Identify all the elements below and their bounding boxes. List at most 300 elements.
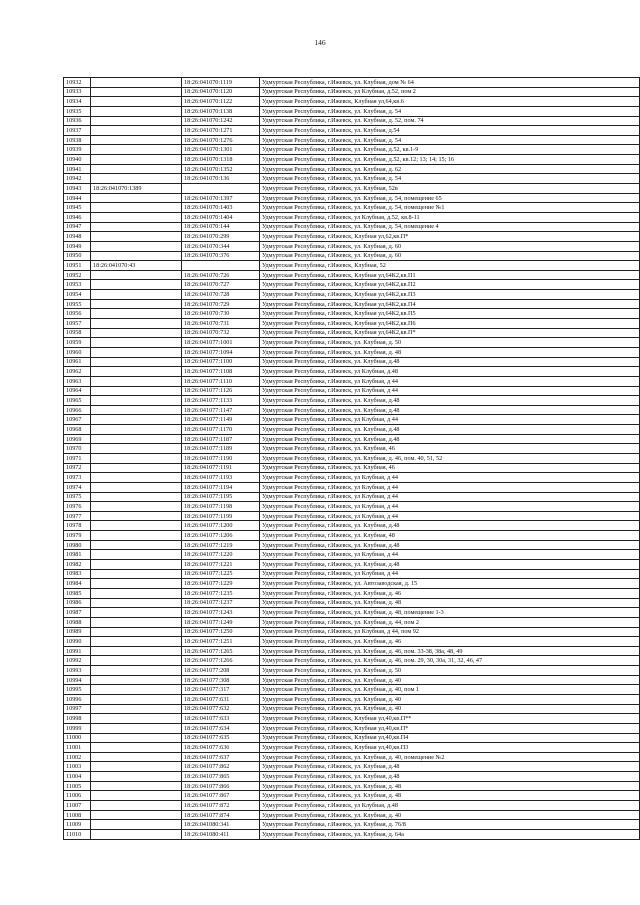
address-cell: Удмуртская Республика, г.Ижевск, Клубная ул,64,кв.6 [260, 97, 640, 107]
table-row [64, 386, 640, 396]
table-row [64, 743, 640, 753]
address-cell: Удмуртская Республика, г.Ижевск, ул Клубная, д 44 [260, 482, 640, 492]
table-row [64, 540, 640, 550]
cadastral-number-cell: 18:26:041070:1397 [182, 193, 260, 203]
address-cell: Удмуртская Республика, г.Ижевск, ул. Клубная, д. 54, помещение 65 [260, 193, 640, 203]
table-row [64, 473, 640, 483]
land-parcel-number-cell: 18:26:041070:1389 [91, 184, 182, 194]
land-parcel-number-cell [91, 598, 182, 608]
address-cell: Удмуртская Республика, г.Ижевск, Клубная ул,64К2,кв.П* [260, 328, 640, 338]
table-row [64, 290, 640, 300]
table-row [64, 415, 640, 425]
row-number-cell: 10940 [64, 155, 91, 165]
land-parcel-number-cell [91, 781, 182, 791]
table-row [64, 810, 640, 820]
address-cell: Удмуртская Республика, г.Ижевск, ул. Клубная, д. 40, помещение №2 [260, 752, 640, 762]
table-row [64, 492, 640, 502]
land-parcel-number-cell [91, 415, 182, 425]
address-cell: Удмуртская Республика, г.Ижевск, Клубная ул,64К2,кв.П6 [260, 319, 640, 329]
land-parcel-number-cell [91, 531, 182, 541]
cadastral-number-cell: 18:26:041077:1001 [182, 338, 260, 348]
address-cell: Удмуртская Республика, г.Ижевск, ул. Клубная, д.48 [260, 772, 640, 782]
table-row [64, 280, 640, 290]
cadastral-number-cell: 18:26:041070:1404 [182, 212, 260, 222]
address-cell: Удмуртская Республика, г.Ижевск, ул. Клубная, д.48 [260, 521, 640, 531]
row-number-cell: 10955 [64, 299, 91, 309]
table-row [64, 444, 640, 454]
cadastral-number-cell: 18:26:041077:1195 [182, 492, 260, 502]
row-number-cell: 10973 [64, 473, 91, 483]
address-cell: Удмуртская Республика, г.Ижевск, ул. Клубная, д. 62 [260, 164, 640, 174]
row-number-cell: 10984 [64, 579, 91, 589]
table-row [64, 453, 640, 463]
table-row [64, 463, 640, 473]
row-number-cell: 10998 [64, 714, 91, 724]
land-parcel-number-cell [91, 627, 182, 637]
land-parcel-number-cell [91, 685, 182, 695]
row-number-cell: 10971 [64, 453, 91, 463]
address-cell: Удмуртская Республика, г.Ижевск, ул. Клубная, 48 [260, 531, 640, 541]
row-number-cell: 10954 [64, 290, 91, 300]
row-number-cell: 10989 [64, 627, 91, 637]
address-cell: Удмуртская Республика, г.Ижевск, ул. Клубная, дом № 64 [260, 78, 640, 88]
cadastral-number-cell: 18:26:041077:634 [182, 723, 260, 733]
cadastral-number-cell: 18:26:041077:1190 [182, 453, 260, 463]
land-parcel-number-cell [91, 482, 182, 492]
cadastral-number-cell: 18:26:041080:411 [182, 829, 260, 839]
cadastral-number-cell: 18:26:041077:1200 [182, 521, 260, 531]
table-row [64, 203, 640, 213]
cadastral-number-cell: 18:26:041077:1229 [182, 579, 260, 589]
table-row [64, 675, 640, 685]
table-row [64, 328, 640, 338]
address-cell: Удмуртская Республика, г.Ижевск, ул. Клубная, д. 40 [260, 704, 640, 714]
cadastral-number-cell: 18:26:041070:1301 [182, 145, 260, 155]
cadastral-number-cell: 18:26:041077:1149 [182, 415, 260, 425]
land-parcel-number-cell [91, 666, 182, 676]
address-cell: Удмуртская Республика, г.Ижевск, ул. Клубная, д. 50 [260, 338, 640, 348]
land-parcel-number-cell [91, 704, 182, 714]
row-number-cell: 10962 [64, 367, 91, 377]
address-cell: Удмуртская Республика, г.Ижевск, ул. Клубная, д.48 [260, 434, 640, 444]
land-parcel-number-cell [91, 463, 182, 473]
cadastral-number-cell: 18:26:041077:866 [182, 781, 260, 791]
land-parcel-number-cell [91, 405, 182, 415]
address-cell: Удмуртская Республика, г.Ижевск, ул. Клубная, д.52, кв.12; 13; 14; 15; 16 [260, 155, 640, 165]
address-cell: Удмуртская Республика, г.Ижевск, Клубная ул,40,кв.П3 [260, 743, 640, 753]
land-parcel-number-cell [91, 270, 182, 280]
cadastral-number-cell: 18:26:041077:1266 [182, 656, 260, 666]
table-row [64, 695, 640, 705]
land-parcel-number-cell [91, 434, 182, 444]
row-number-cell: 10969 [64, 434, 91, 444]
row-number-cell: 10942 [64, 174, 91, 184]
land-parcel-number-cell [91, 193, 182, 203]
address-cell: Удмуртская Республика, г.Ижевск, ул. Клубная, д. 48 [260, 347, 640, 357]
cadastral-number-cell: 18:26:041077:1133 [182, 396, 260, 406]
cadastral-number-cell: 18:26:041077:308 [182, 675, 260, 685]
land-parcel-number-cell [91, 126, 182, 136]
land-parcel-number-cell [91, 425, 182, 435]
row-number-cell: 10945 [64, 203, 91, 213]
table-row [64, 184, 640, 194]
row-number-cell: 11007 [64, 801, 91, 811]
table-row [64, 579, 640, 589]
cadastral-number-cell: 18:26:041077:1170 [182, 425, 260, 435]
cadastral-number-cell: 18:26:041077:1225 [182, 569, 260, 579]
row-number-cell: 10947 [64, 222, 91, 232]
land-parcel-number-cell [91, 617, 182, 627]
land-parcel-number-cell [91, 791, 182, 801]
cadastral-number-cell: 18:26:041070:136 [182, 174, 260, 184]
land-parcel-number-cell [91, 347, 182, 357]
cadastral-number-cell: 18:26:041077:317 [182, 685, 260, 695]
cadastral-number-cell: 18:26:041070:344 [182, 241, 260, 251]
land-parcel-number-cell [91, 232, 182, 242]
table-row [64, 78, 640, 88]
table-row [64, 347, 640, 357]
land-parcel-number-cell [91, 743, 182, 753]
land-parcel-number-cell [91, 212, 182, 222]
land-parcel-number-cell [91, 309, 182, 319]
cadastral-number-cell: 18:26:041070:1352 [182, 164, 260, 174]
table-row [64, 502, 640, 512]
row-number-cell: 10932 [64, 78, 91, 88]
address-cell: Удмуртская Республика, г.Ижевск, ул. Клубная, д. 52, пом. 74 [260, 116, 640, 126]
land-parcel-number-cell [91, 656, 182, 666]
address-cell: Удмуртская Республика, г.Ижевск, ул. Клубная, д. 46, пом. 33-38, 38а, 48, 49 [260, 646, 640, 656]
table-row [64, 723, 640, 733]
land-parcel-number-cell [91, 733, 182, 743]
address-cell: Удмуртская Республика, г.Ижевск, Клубная, 52 [260, 261, 640, 271]
row-number-cell: 10950 [64, 251, 91, 261]
cadastral-number-cell: 18:26:041070:1120 [182, 87, 260, 97]
cadastral-number-cell: 18:26:041077:1237 [182, 598, 260, 608]
table-row [64, 135, 640, 145]
address-cell: Удмуртская Республика, г.Ижевск, ул. Клубная, д. 76/8 [260, 820, 640, 830]
table-row [64, 801, 640, 811]
address-cell: Удмуртская Республика, г.Ижевск, ул. Клубная, д. 40 [260, 675, 640, 685]
row-number-cell: 10975 [64, 492, 91, 502]
cadastral-number-cell: 18:26:041077:633 [182, 714, 260, 724]
land-parcel-number-cell [91, 810, 182, 820]
cadastral-number-cell: 18:26:041070:727 [182, 280, 260, 290]
address-cell: Удмуртская Республика, г.Ижевск, ул. Клубная, д. 48, помещение 1-3 [260, 608, 640, 618]
cadastral-number-cell: 18:26:041077:1110 [182, 376, 260, 386]
land-parcel-number-cell [91, 164, 182, 174]
row-number-cell: 11006 [64, 791, 91, 801]
row-number-cell: 10976 [64, 502, 91, 512]
row-number-cell: 10964 [64, 386, 91, 396]
address-cell: Удмуртская Республика, г.Ижевск, ул. Клубная, д. 48 [260, 598, 640, 608]
land-parcel-number-cell [91, 473, 182, 483]
address-cell: Удмуртская Республика, г.Ижевск, ул. Автозаводская, д. 15 [260, 579, 640, 589]
table-row [64, 145, 640, 155]
address-cell: Удмуртская Республика, г.Ижевск, Клубная ул,62,кв.П* [260, 232, 640, 242]
row-number-cell: 10952 [64, 270, 91, 280]
table-row [64, 781, 640, 791]
table-row [64, 251, 640, 261]
row-number-cell: 10935 [64, 106, 91, 116]
row-number-cell: 11009 [64, 820, 91, 830]
row-number-cell: 10936 [64, 116, 91, 126]
land-parcel-number-cell [91, 116, 182, 126]
address-cell: Удмуртская Республика, г.Ижевск, ул. Клубная, д. 46, пом. 40, 51, 52 [260, 453, 640, 463]
address-cell: Удмуртская Республика, г.Ижевск, Клубная ул,64К2,кв.П4 [260, 299, 640, 309]
address-cell: Удмуртская Республика, г.Ижевск, ул Клубная, д.52, кв.8-11 [260, 212, 640, 222]
row-number-cell: 10943 [64, 184, 91, 194]
cadastral-number-cell: 18:26:041070:1276 [182, 135, 260, 145]
cadastral-number-cell: 18:26:041077:1126 [182, 386, 260, 396]
land-parcel-number-cell [91, 646, 182, 656]
cadastral-number-cell: 18:26:041077:1094 [182, 347, 260, 357]
cadastral-number-cell: 18:26:041077:636 [182, 743, 260, 753]
row-number-cell: 10997 [64, 704, 91, 714]
address-cell: Удмуртская Республика, г.Ижевск, ул. Клубная, д. 54, помещение №1 [260, 203, 640, 213]
land-parcel-number-cell [91, 106, 182, 116]
row-number-cell: 10966 [64, 405, 91, 415]
land-parcel-number-cell [91, 829, 182, 839]
address-cell: Удмуртская Республика, г.Ижевск, ул. Клубная, д. 46 [260, 588, 640, 598]
cadastral-number-cell: 18:26:041070:731 [182, 319, 260, 329]
address-cell: Удмуртская Республика, г.Ижевск, ул. Клубная, д. 54 [260, 174, 640, 184]
cadastral-number-cell: 18:26:041077:1265 [182, 646, 260, 656]
address-cell: Удмуртская Республика, г.Ижевск, ул. Клубная, 46 [260, 463, 640, 473]
row-number-cell: 11004 [64, 772, 91, 782]
cadastral-number-cell: 18:26:041070:1318 [182, 155, 260, 165]
row-number-cell: 10968 [64, 425, 91, 435]
table-row [64, 550, 640, 560]
table-row [64, 309, 640, 319]
address-cell: Удмуртская Республика, г.Ижевск, ул Клубная, д 44 [260, 473, 640, 483]
table-row [64, 656, 640, 666]
table-row [64, 666, 640, 676]
table-row [64, 376, 640, 386]
cadastral-number-cell: 18:26:041070:1119 [182, 78, 260, 88]
cadastral-number-cell: 18:26:041077:1250 [182, 627, 260, 637]
row-number-cell: 10993 [64, 666, 91, 676]
table-row [64, 482, 640, 492]
cadastral-number-cell: 18:26:041070:1242 [182, 116, 260, 126]
cadastral-number-cell: 18:26:041077:208 [182, 666, 260, 676]
land-parcel-number-cell [91, 492, 182, 502]
address-cell: Удмуртская Республика, г.Ижевск, ул Клубная, д 44 [260, 550, 640, 560]
land-parcel-number-cell [91, 87, 182, 97]
cadastral-number-cell: 18:26:041070:732 [182, 328, 260, 338]
table-row [64, 637, 640, 647]
table-row [64, 116, 640, 126]
row-number-cell: 10974 [64, 482, 91, 492]
row-number-cell: 10992 [64, 656, 91, 666]
row-number-cell: 10957 [64, 319, 91, 329]
row-number-cell: 10977 [64, 511, 91, 521]
table-row [64, 106, 640, 116]
row-number-cell: 10970 [64, 444, 91, 454]
row-number-cell: 10951 [64, 261, 91, 271]
row-number-cell: 10961 [64, 357, 91, 367]
land-parcel-number-cell [91, 241, 182, 251]
row-number-cell: 10999 [64, 723, 91, 733]
cadastral-number-cell: 18:26:041077:1219 [182, 540, 260, 550]
row-number-cell: 10948 [64, 232, 91, 242]
land-parcel-number-cell [91, 560, 182, 570]
cadastral-number-cell: 18:26:041070:376 [182, 251, 260, 261]
address-cell: Удмуртская Республика, г.Ижевск, ул. Клубная, д. 60 [260, 251, 640, 261]
row-number-cell: 11010 [64, 829, 91, 839]
address-cell: Удмуртская Республика, г.Ижевск, ул Клубная, д 44 [260, 386, 640, 396]
land-parcel-number-cell [91, 714, 182, 724]
table-row [64, 261, 640, 271]
registry-table [63, 77, 640, 840]
cadastral-number-cell: 18:26:041070:144 [182, 222, 260, 232]
row-number-cell: 10979 [64, 531, 91, 541]
table-row [64, 193, 640, 203]
row-number-cell: 10956 [64, 309, 91, 319]
table-row [64, 87, 640, 97]
address-cell: Удмуртская Республика, г.Ижевск, ул. Клубная, д. 60 [260, 241, 640, 251]
row-number-cell: 10965 [64, 396, 91, 406]
table-row [64, 752, 640, 762]
land-parcel-number-cell [91, 174, 182, 184]
table-row [64, 367, 640, 377]
land-parcel-number-cell [91, 367, 182, 377]
address-cell: Удмуртская Республика, г.Ижевск, ул Клубная, д 44 [260, 569, 640, 579]
address-cell: Удмуртская Республика, г.Ижевск, Клубная ул,40,кв.П* [260, 723, 640, 733]
land-parcel-number-cell [91, 540, 182, 550]
land-parcel-number-cell [91, 328, 182, 338]
cadastral-number-cell: 18:26:041070:726 [182, 270, 260, 280]
address-cell: Удмуртская Республика, г.Ижевск, ул Клубная, д.48 [260, 801, 640, 811]
cadastral-number-cell: 18:26:041080:341 [182, 820, 260, 830]
land-parcel-number-cell [91, 820, 182, 830]
row-number-cell: 10972 [64, 463, 91, 473]
row-number-cell: 10938 [64, 135, 91, 145]
land-parcel-number-cell [91, 579, 182, 589]
address-cell: Удмуртская Республика, г.Ижевск, ул. Клубная, д. 40, пом 1 [260, 685, 640, 695]
cadastral-number-cell: 18:26:041070:1403 [182, 203, 260, 213]
land-parcel-number-cell [91, 637, 182, 647]
land-parcel-number-cell [91, 155, 182, 165]
cadastral-number-cell: 18:26:041077:1249 [182, 617, 260, 627]
table-row [64, 820, 640, 830]
land-parcel-number-cell [91, 299, 182, 309]
table-row [64, 685, 640, 695]
land-parcel-number-cell [91, 608, 182, 618]
row-number-cell: 11001 [64, 743, 91, 753]
cadastral-number-cell: 18:26:041077:632 [182, 704, 260, 714]
address-cell: Удмуртская Республика, г.Ижевск, ул. Клубная, д. 54 [260, 106, 640, 116]
cadastral-number-cell: 18:26:041077:1193 [182, 473, 260, 483]
land-parcel-number-cell [91, 290, 182, 300]
land-parcel-number-cell [91, 135, 182, 145]
cadastral-number-cell: 18:26:041077:865 [182, 772, 260, 782]
row-number-cell: 10985 [64, 588, 91, 598]
land-parcel-number-cell [91, 444, 182, 454]
row-number-cell: 10953 [64, 280, 91, 290]
row-number-cell: 11002 [64, 752, 91, 762]
address-cell: Удмуртская Республика, г.Ижевск, ул. Клубная, д. 64а [260, 829, 640, 839]
land-parcel-number-cell [91, 386, 182, 396]
registry-table-body [64, 78, 640, 840]
page-number: 146 [314, 38, 326, 47]
cadastral-number-cell: 18:26:041077:872 [182, 801, 260, 811]
row-number-cell: 10937 [64, 126, 91, 136]
land-parcel-number-cell [91, 511, 182, 521]
cadastral-number-cell: 18:26:041077:1235 [182, 588, 260, 598]
row-number-cell: 10939 [64, 145, 91, 155]
table-row [64, 222, 640, 232]
address-cell: Удмуртская Республика, г.Ижевск, ул. Клубная, д.48 [260, 540, 640, 550]
land-parcel-number-cell [91, 801, 182, 811]
table-row [64, 164, 640, 174]
cadastral-number-cell: 18:26:041077:1194 [182, 482, 260, 492]
land-parcel-number-cell [91, 319, 182, 329]
address-cell: Удмуртская Республика, г.Ижевск, Клубная ул,64К2,кв.П2 [260, 280, 640, 290]
cadastral-number-cell: 18:26:041077:1206 [182, 531, 260, 541]
row-number-cell: 10996 [64, 695, 91, 705]
land-parcel-number-cell [91, 222, 182, 232]
row-number-cell: 10946 [64, 212, 91, 222]
land-parcel-number-cell: 18:26:041070:43 [91, 261, 182, 271]
address-cell: Удмуртская Республика, г.Ижевск, ул Клубная, д.48 [260, 367, 640, 377]
cadastral-number-cell: 18:26:041077:862 [182, 762, 260, 772]
table-row [64, 829, 640, 839]
address-cell: Удмуртская Республика, г.Ижевск, ул. Клубная, д.52, кв.1-9 [260, 145, 640, 155]
address-cell: Удмуртская Республика, г.Ижевск, ул Клубная, д 44 [260, 376, 640, 386]
cadastral-number-cell: 18:26:041077:1191 [182, 463, 260, 473]
row-number-cell: 10981 [64, 550, 91, 560]
cadastral-number-cell: 18:26:041077:1198 [182, 502, 260, 512]
table-row [64, 511, 640, 521]
cadastral-number-cell: 18:26:041077:1243 [182, 608, 260, 618]
row-number-cell: 10994 [64, 675, 91, 685]
row-number-cell: 10958 [64, 328, 91, 338]
address-cell: Удмуртская Республика, г.Ижевск, ул. Клубная, д.48 [260, 762, 640, 772]
table-row [64, 733, 640, 743]
address-cell: Удмуртская Республика, г.Ижевск, Клубная ул,64К2,кв.П3 [260, 290, 640, 300]
land-parcel-number-cell [91, 338, 182, 348]
table-row [64, 299, 640, 309]
row-number-cell: 10934 [64, 97, 91, 107]
address-cell: Удмуртская Республика, г.Ижевск, ул. Клубная, 52в [260, 184, 640, 194]
table-row [64, 434, 640, 444]
table-row [64, 791, 640, 801]
table-row [64, 270, 640, 280]
cadastral-number-cell: 18:26:041077:1187 [182, 434, 260, 444]
table-row [64, 617, 640, 627]
table-row [64, 405, 640, 415]
land-parcel-number-cell [91, 145, 182, 155]
row-number-cell: 10980 [64, 540, 91, 550]
address-cell: Удмуртская Республика, г.Ижевск, Клубная ул,40,кв.П** [260, 714, 640, 724]
address-cell: Удмуртская Республика, г.Ижевск, ул. Клубная, д. 46, пом. 29, 30, 30а, 31, 32, 46, 47 [260, 656, 640, 666]
row-number-cell: 10959 [64, 338, 91, 348]
table-row [64, 598, 640, 608]
row-number-cell: 10941 [64, 164, 91, 174]
address-cell: Удмуртская Республика, г.Ижевск, ул. Клубная, д. 54 [260, 135, 640, 145]
row-number-cell: 10949 [64, 241, 91, 251]
address-cell: Удмуртская Республика, г.Ижевск, ул. Клубная, д. 40 [260, 810, 640, 820]
address-cell: Удмуртская Республика, г.Ижевск, ул. Клубная, д.48 [260, 396, 640, 406]
address-cell: Удмуртская Республика, г.Ижевск, ул Клубная, д 44 [260, 502, 640, 512]
address-cell: Удмуртская Республика, г.Ижевск, ул. Клубная, д. 48 [260, 791, 640, 801]
table-row [64, 174, 640, 184]
cadastral-number-cell: 18:26:041070:1271 [182, 126, 260, 136]
table-row [64, 627, 640, 637]
cadastral-number-cell: 18:26:041070:299 [182, 232, 260, 242]
row-number-cell: 10987 [64, 608, 91, 618]
address-cell: Удмуртская Республика, г.Ижевск, ул. Клубная, д. 48 [260, 781, 640, 791]
